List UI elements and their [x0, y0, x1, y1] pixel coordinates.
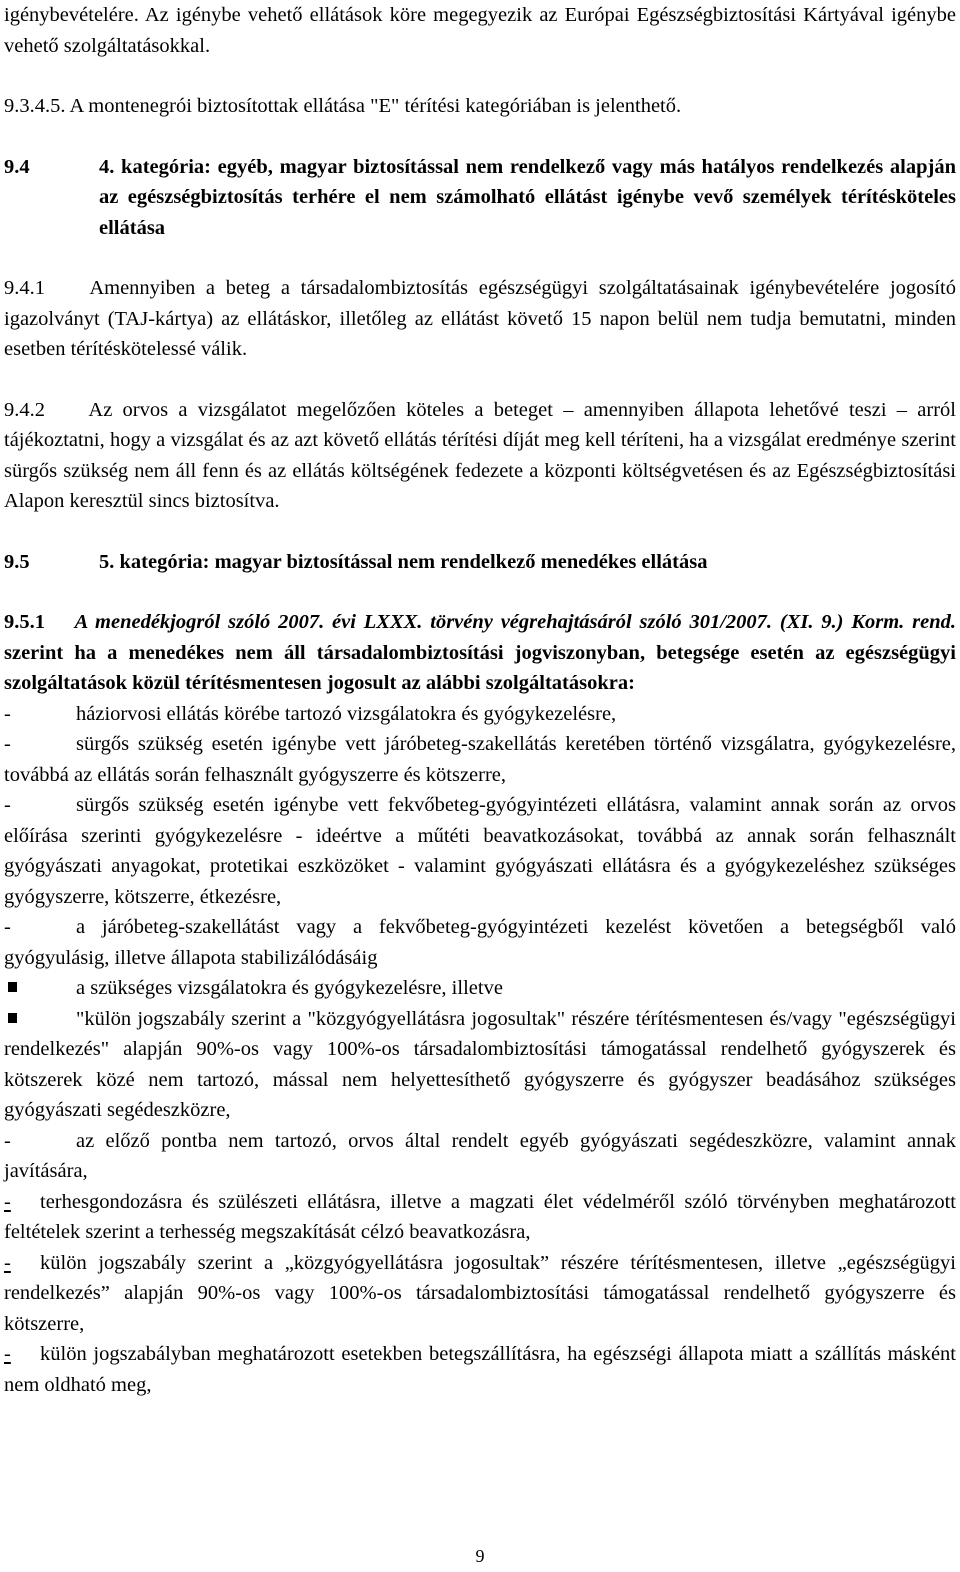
list-item-text: az előző pontba nem tartozó, orvos által rendelt egyéb gyógyászati segédeszközre, valamint annak javítására, — [4, 1129, 956, 1182]
dash-marker: - — [4, 733, 11, 755]
paragraph-9-4-2-text: Az orvos a vizsgálatot megelőzően köteles a beteget – amennyiben állapota lehetővé teszi – arról tájékoztatni, hogy a vizsgálat és az azt követő ellátás térítési díját meg kell téríteni, ha a vizsgálat eredménye szerint sürgős szükség nem áll fenn és az ellátás költségének fedezete a központi költségvetésen és az Egészségbiztosítási Alapon keresztül sincs biztosítva. — [4, 398, 956, 512]
dash-marker: - — [4, 702, 11, 725]
heading-9-4-text: 4. kategória: egyéb, magyar biztosítással nem rendelkező vagy más hatályos rendelkezés alapján az egészségbiztosítás terhére el nem számolható ellátást igénybe vevő személyek térítésköteles ellátása — [99, 155, 956, 239]
underlined-dash-marker: - — [4, 1190, 11, 1213]
list-item — [4, 790, 956, 912]
list-item — [4, 1126, 956, 1187]
paragraph-9-5-1-text: szerint ha a menedékes nem áll társadalombiztosítási jogviszonyban, betegsége esetén az egészségügyi szolgáltatások közül térítésmentesen jogosult az alábbi szolgáltatásokra: — [4, 641, 956, 694]
underlined-dash-marker: - — [4, 1343, 11, 1365]
list-item-text: külön jogszabályban meghatározott esetekben betegszállításra, ha egészségi állapota miatt a szállítás másként nem oldható meg, — [4, 1343, 956, 1396]
sub-list-item-text: "külön jogszabály szerint a "közgyógyellátásra jogosultak" részére térítésmentesen és/vagy "egészségügyi rendelkezés" alapján 90%-os vagy 100%-os társadalombiztosítási támogatással rendelhető gyógyszerek és kötszerek közé nem tartozó, mással nem helyettesíthető gyógyszerre és gyógyszer beadásához szükséges gyógyászati segédeszközre, — [4, 1007, 956, 1121]
heading-9-4 — [4, 152, 956, 244]
paragraph-9-5-1-law-reference: A menedékjogról szóló 2007. évi LXXX. törvény végrehajtásáról szóló 301/2007. (XI. 9.) Korm. rend. — [74, 611, 956, 633]
list-item — [4, 729, 956, 790]
underlined-dash-marker: - — [4, 1251, 11, 1274]
list-item-text: sürgős szükség esetén igénybe vett járóbeteg-szakellátás keretében történő vizsgálatra, gyógykezelésre, továbbá az ellátás során felhasznált gyógyszerre és kötszerre, — [4, 733, 956, 786]
list-item-text: külön jogszabály szerint a „közgyógyellátásra jogosultak” részére térítésmentesen, illetve „egészségügyi rendelkezés” alapján 90%-os vagy 100%-os társadalombiztosítási támogatással rendelhető gyógyszerre és kötszerre, — [4, 1251, 956, 1335]
paragraph-9-4-2-number: 9.4.2 — [4, 398, 45, 421]
sub-list-item — [4, 973, 956, 1004]
list-item-text: a járóbeteg-szakellátást vagy a fekvőbeteg-gyógyintézeti kezelést követően a betegségből való gyógyulásig, illetve állapota stabilizálódásáig — [4, 916, 956, 969]
list-item — [4, 1248, 956, 1340]
paragraph-9-5-1-number: 9.5.1 — [4, 611, 45, 633]
paragraph-9-5-1 — [4, 607, 956, 699]
sub-list-item — [4, 1004, 956, 1126]
heading-9-4-number: 9.4 — [4, 155, 30, 178]
dash-marker: - — [4, 794, 11, 816]
sub-list-item-text: a szükséges vizsgálatokra és gyógykezelésre, illetve — [76, 977, 503, 999]
square-bullet-icon — [8, 1013, 17, 1023]
paragraph-9-3-4-5: 9.3.4.5. A montenegrói biztosítottak ellátása "E" térítési kategóriában is jelenthető. — [4, 95, 682, 117]
heading-9-5-text: 5. kategória: magyar biztosítással nem rendelkező menedékes ellátása — [99, 550, 708, 573]
square-bullet-icon — [8, 982, 17, 992]
document-page — [4, 0, 956, 1400]
list-item — [4, 1187, 956, 1248]
list-item — [4, 699, 956, 730]
list-item-text: sürgős szükség esetén igénybe vett fekvőbeteg-gyógyintézeti ellátásra, valamint annak során az orvos előírása szerinti gyógykezelésre - ideértve a műtéti beavatkozásokat, továbbá az annak során felhasznált gyógyászati anyagokat, protetikai eszközöket - valamint gyógyászati ellátásra és a gyógykezeléshez szükséges gyógyszerre, kötszerre, étkezésre, — [4, 794, 956, 908]
paragraph-9-4-1 — [4, 273, 956, 365]
paragraph-9-4-1-text: Amennyiben a beteg a társadalombiztosítás egészségügyi szolgáltatásainak igénybevételére jogosító igazolványt (TAJ-kártya) az ellátáskor, illetőleg az ellátást követő 15 napon belül nem tudja bemutatni, minden esetben térítéskötelessé válik. — [4, 277, 957, 360]
dash-marker: - — [4, 1129, 11, 1152]
page-number: 9 — [475, 1546, 485, 1566]
paragraph-intro: igénybevételére. Az igénybe vehető ellátások köre megegyezik az Európai Egészségbiztosítási Kártyával igénybe vehető szolgáltatásokkal. — [4, 4, 956, 57]
list-item — [4, 1339, 956, 1400]
heading-9-5 — [4, 547, 956, 578]
dash-marker: - — [4, 916, 11, 938]
heading-9-5-number: 9.5 — [4, 550, 30, 573]
list-item-text: háziorvosi ellátás körébe tartozó vizsgálatokra és gyógykezelésre, — [76, 702, 617, 725]
paragraph-9-4-2 — [4, 395, 956, 517]
list-item — [4, 912, 956, 973]
list-item-text: terhesgondozásra és szülészeti ellátásra, illetve a magzati élet védelméről szóló törvényben meghatározott feltételek szerint a terhesség megszakítását célzó beavatkozásra, — [4, 1190, 956, 1243]
paragraph-9-4-1-number: 9.4.1 — [4, 277, 45, 299]
